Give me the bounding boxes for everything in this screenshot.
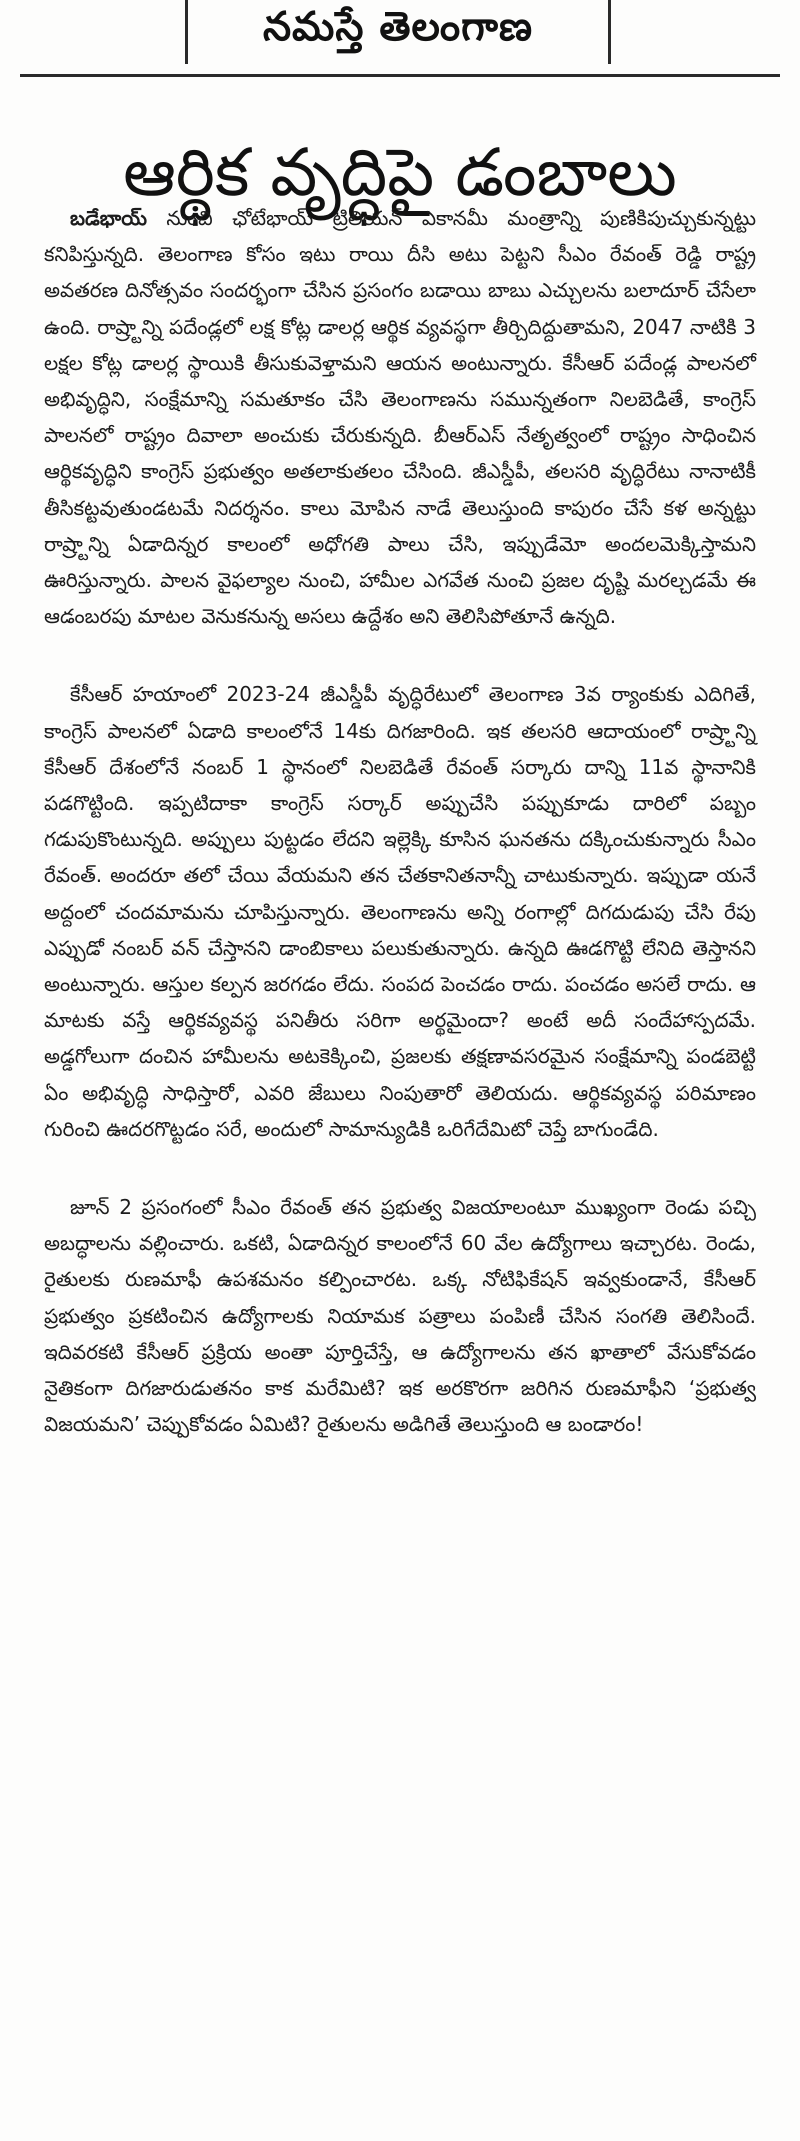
paragraph-text: నుంచి ఛోటేభాయ్ ట్రిలియన్ ఎకానమీ మంత్రాన్ని పుణికిపుచ్చుకున్నట్టు కనిపిస్తున్నది. తెలంగాణ కోసం ఇటు రాయి దీసి అటు పెట్టని సీఎం రేవంత్ రెడ్డి రాష్ట్ర అవతరణ దినోత్సవం సందర్భంగా చేసిన ప్రసంగం బడాయి బాబు ఎచ్చులను బలాదూర్ చేసేలా ఉంది. రాష్ర్టాన్ని పదేండ్లలో లక్ష కోట్ల డాలర్ల ఆర్థిక వ్యవస్థగా తీర్చిదిద్దుతామని, 2047 నాటికి 3 లక్షల కోట్ల డాలర్ల స్థాయికి తీసుకువెళ్తామని ఆయన అంటున్నారు. కేసీఆర్ పదేండ్ల పాలనలో అభివృద్ధిని, సంక్షేమాన్ని సమతూకం చేసి తెలంగాణను సమున్నతంగా నిలబెడితే, కాంగ్రెస్ పాలనలో రాష్ట్రం దివాలా అంచుకు చేరుకున్నది. బీఆర్ఎస్ నేతృత్వంలో రాష్ట్రం సాధించిన ఆర్థికవృద్ధిని కాంగ్రెస్ ప్రభుత్వం అతలాకుతలం చేసింది. జీఎస్డీపీ, తలసరి వృద్ధిరేటు నానాటికీ తీసికట్టవుతుండటమే నిదర్శనం. కాలు మోపిన నాడే తెలుస్తుంది కాపురం చేసే కళ అన్నట్టు రాష్ర్టాన్ని ఏడాదిన్నర కాలంలో అధోగతి పాలు చేసి, ఇప్పుడేమో అందలమెక్కిస్తామని ఊరిస్తున్నారు. పాలన వైఫల్యాల నుంచి, హామీల ఎగవేత నుంచి ప్రజల దృష్టి మరల్చడమే ఈ ఆడంబరపు మాటల వెనుకనున్న అసలు ఉద్దేశం అని తెలిసిపోతూనే ఉన్నది. bbox=[44, 206, 756, 629]
paragraph-text: కేసీఆర్ హయాంలో 2023-24 జీఎస్డీపీ వృద్ధిరేటులో తెలంగాణ 3వ ర్యాంకుకు ఎదిగితే, కాంగ్రెస్ పాలనలో ఏడాది కాలంలోనే 14కు దిగజారింది. ఇక తలసరి ఆదాయంలో రాష్ర్టాన్ని కేసీఆర్ దేశంలోనే నంబర్ 1 స్థానంలో నిలబెడితే రేవంత్ సర్కారు దాన్ని 11వ స్థానానికి పడగొట్టింది. ఇప్పటిదాకా కాంగ్రెస్ సర్కార్ అప్పుచేసి పప్పుకూడు దారిలో పబ్బం గడుపుకొంటున్నది. అప్పులు పుట్టడం లేదని ఇల్లెక్కి కూసిన ఘనతను దక్కించుకున్నారు సీఎం రేవంత్. అందరూ తలో చేయి వేయమని తన చేతకానితనాన్నీ చాటుకున్నారు. ఇప్పుడా యనే అద్దంలో చందమామను చూపిస్తున్నారు. తెలంగాణను అన్ని రంగాల్లో దిగదుడుపు చేసి రేపు ఎప్పుడో నంబర్ వన్ చేస్తానని డాంబికాలు పలుకుతున్నారు. ఉన్నది ఊడగొట్టి లేనిది తెస్తానని అంటున్నారు. ఆస్తుల కల్పన జరగడం లేదు. సంపద పెంచడం రాదు. పంచడం అసలే రాదు. ఆ మాటకు వస్తే ఆర్థికవ్యవస్థ పనితీరు సరిగా అర్థమైందా? అంటే అదీ సందేహాస్పదమే. అడ్డగోలుగా దంచిన హామీలను అటకెక్కించి, ప్రజలకు తక్షణావసరమైన సంక్షేమాన్ని పండబెట్టి ఏం అభివృద్ధి సాధిస్తారో, ఎవరి జేబులు నింపుతారో తెలియదు. ఆర్థికవ్యవస్థ పరిమాణం గురించి ఊదరగొట్టడం సరే, అందులో సామాన్యుడికి ఒరిగేదేమిటో చెప్తే బాగుండేది. bbox=[44, 682, 756, 1141]
headline: ఆర్థిక వృద్ధిపై డంబాలు bbox=[123, 134, 677, 212]
article-body bbox=[44, 200, 756, 1485]
article-paragraph-1 bbox=[44, 200, 756, 634]
masthead-divider bbox=[20, 74, 780, 77]
article-paragraph-3 bbox=[44, 1189, 756, 1442]
paragraph-text: జూన్ 2 ప్రసంగంలో సీఎం రేవంత్ తన ప్రభుత్వ విజయాలంటూ ముఖ్యంగా రెండు పచ్చి అబద్ధాలను వల్లించారు. ఒకటి, ఏడాదిన్నర కాలంలోనే 60 వేల ఉద్యోగాలు ఇచ్చారట. రెండు, రైతులకు రుణమాఫీ ఉపశమనం కల్పించారట. ఒక్క నోటిఫికేషన్ ఇవ్వకుండానే, కేసీఆర్ ప్రభుత్వం ప్రకటించిన ఉద్యోగాలకు నియామక పత్రాలు పంపిణీ చేసిన సంగతి తెలిసిందే. ఇదివరకటి కేసీఆర్ ప్రక్రియ అంతా పూర్తిచేస్తే, ఆ ఉద్యోగాలను తన ఖాతాలో వేసుకోవడం నైతికంగా దిగజారుడుతనం కాక మరేమిటి? ఇక అరకొరగా జరిగిన రుణమాఫీని ‘ప్రభుత్వ విజయమని’ చెప్పుకోవడం ఏమిటి? రైతులను అడిగితే తెలుస్తుంది ఆ బండారం! bbox=[44, 1195, 756, 1437]
paragraph-lead-word: బడేభాయ్ bbox=[70, 206, 147, 230]
article-paragraph-2 bbox=[44, 676, 756, 1147]
masthead bbox=[185, 0, 611, 64]
masthead-title: నమస్తే తెలంగాణ bbox=[262, 4, 534, 50]
